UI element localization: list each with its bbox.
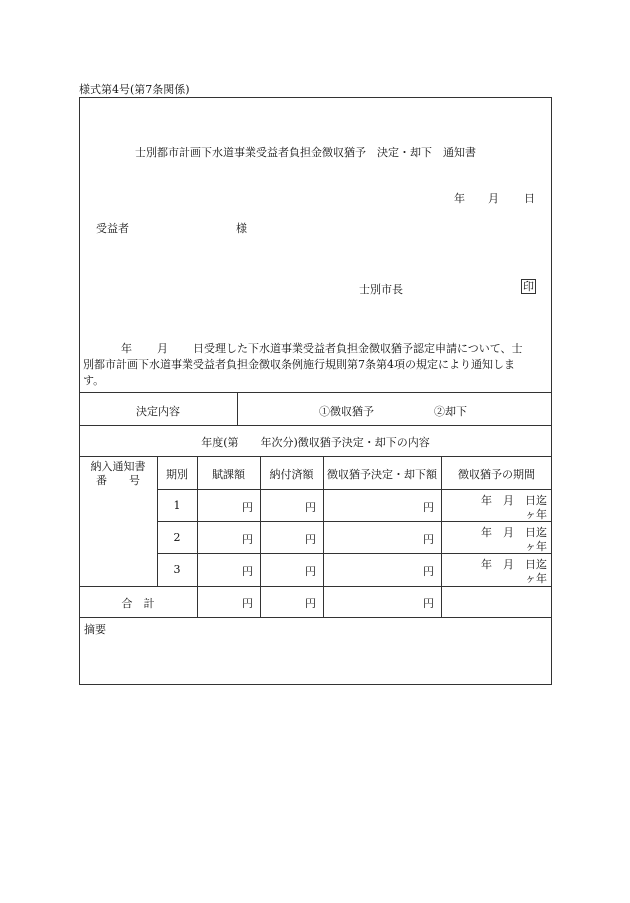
row3-term-bottom: ヶ年: [525, 572, 547, 585]
row2-paid: 円: [305, 533, 316, 546]
body-month: 月: [157, 342, 168, 355]
row1-paid: 円: [305, 501, 316, 514]
date-month: 月: [488, 192, 499, 205]
decision-option-defer: ①徴収猶予: [319, 405, 374, 418]
decision-option-reject: ②却下: [434, 405, 467, 418]
row1-assessed: 円: [242, 501, 253, 514]
row1-term-top: 年 月 日迄: [481, 494, 547, 507]
header-paid: 納付済額: [269, 468, 314, 481]
recipient-label: 受益者: [96, 222, 129, 235]
header-term: 徴収猶予の期間: [458, 468, 535, 481]
seal-mark: 印: [523, 280, 534, 293]
header-notice-no-1: 納入通知書: [90, 460, 146, 473]
header-assessed: 賦課額: [212, 468, 245, 481]
date-year: 年: [454, 192, 465, 205]
row2-decided: 円: [423, 533, 434, 546]
row2-term-top: 年 月 日迄: [481, 526, 547, 539]
row2-assessed: 円: [242, 533, 253, 546]
decision-label: 決定内容: [136, 405, 180, 418]
row3-decided: 円: [423, 565, 434, 578]
header-notice-no-2: 番 号: [96, 474, 140, 487]
remarks-label: 摘要: [84, 623, 106, 636]
total-assessed: 円: [242, 597, 253, 610]
row1-period: 1: [173, 499, 181, 512]
body-year: 年: [121, 342, 132, 355]
total-decided: 円: [423, 597, 434, 610]
row2-period: 2: [173, 531, 181, 544]
row3-paid: 円: [305, 565, 316, 578]
recipient-honorific: 様: [236, 222, 247, 235]
row3-term-top: 年 月 日迄: [481, 558, 547, 571]
row1-decided: 円: [423, 501, 434, 514]
row3-period: 3: [173, 563, 181, 576]
header-decided: 徴収猶予決定・却下額: [327, 468, 437, 481]
form-label: 様式第4号(第7条関係): [79, 83, 190, 96]
total-label: 合 計: [121, 597, 155, 610]
row2-term-bottom: ヶ年: [525, 540, 547, 553]
date-day: 日: [524, 192, 535, 205]
body-line1: 日受理した下水道事業受益者負担金徴収猶予認定申請について、士: [193, 342, 523, 355]
body-line2: 別都市計画下水道事業受益者負担金徴収条例施行規則第7条第4項の規定により通知しま: [83, 358, 515, 371]
header-period: 期別: [166, 468, 188, 481]
row3-assessed: 円: [242, 565, 253, 578]
issuer-title: 士別市長: [359, 283, 403, 296]
body-line3: す。: [83, 374, 105, 387]
total-paid: 円: [305, 597, 316, 610]
document-title: 士別都市計画下水道事業受益者負担金徴収猶予 決定・却下 通知書: [135, 146, 476, 159]
row1-term-bottom: ヶ年: [525, 508, 547, 521]
section-heading: 年度(第 年次分)徴収猶予決定・却下の内容: [201, 436, 430, 449]
